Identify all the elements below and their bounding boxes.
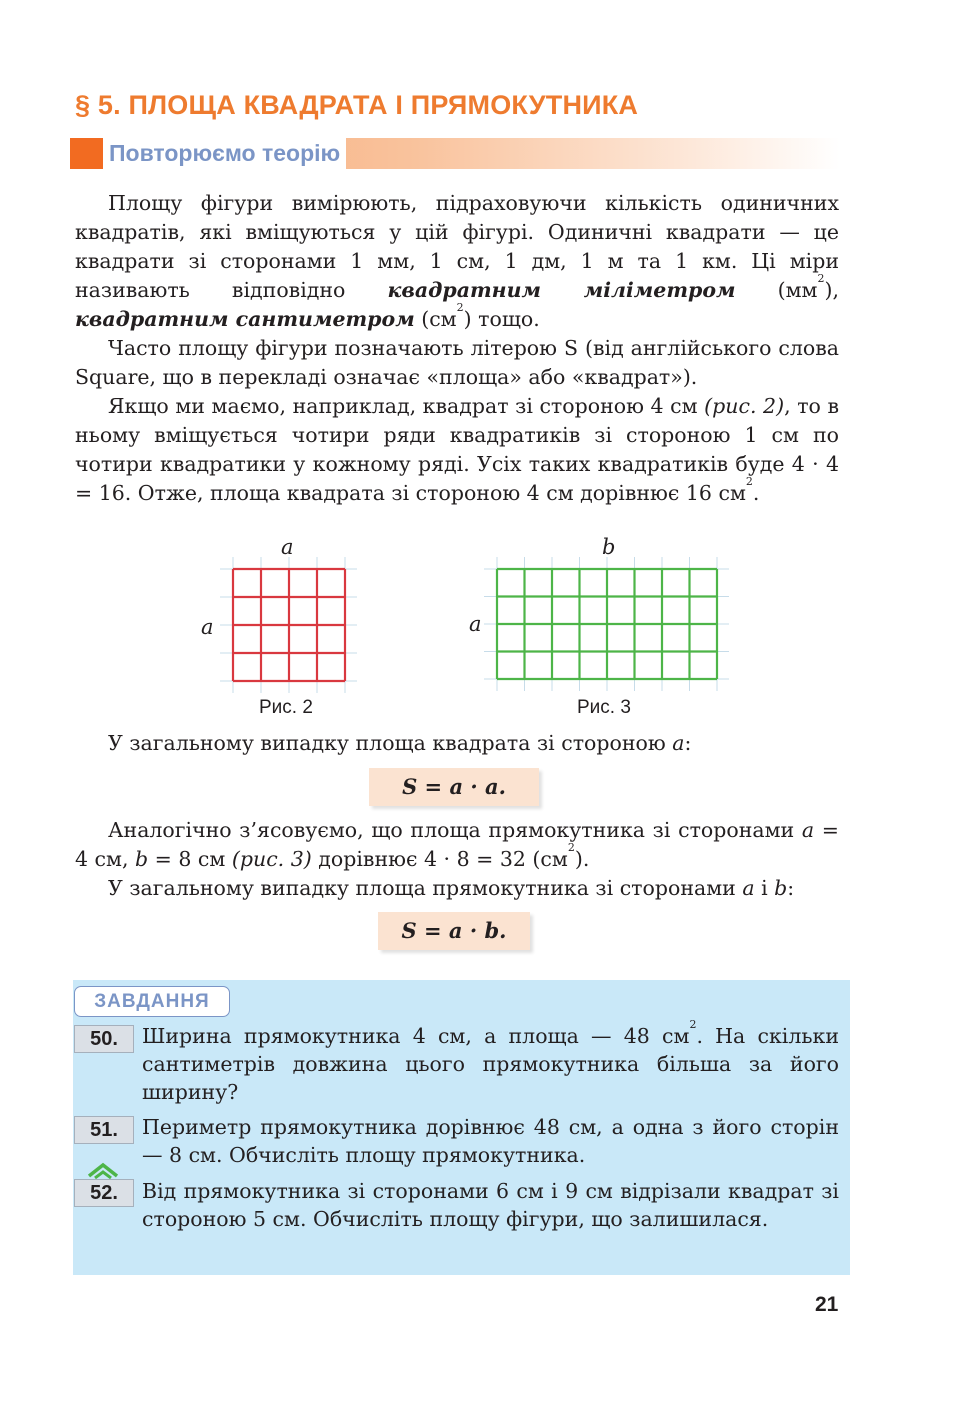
page-number: 21: [815, 1293, 839, 1316]
text: . На скільки сантиметрів довжина цього прямокутника більша за його ширину?: [142, 1024, 839, 1104]
text: дорівнює 4 · 8 = 32 (см: [311, 847, 568, 871]
fig2-top-label: a: [281, 535, 294, 559]
tasks-label: ЗАВДАННЯ: [74, 986, 230, 1017]
task-50-number: 50.: [74, 1025, 134, 1053]
theory-banner-label: Повторюємо теорію: [103, 138, 346, 169]
variable: a: [672, 731, 685, 755]
fig3-left-label: a: [469, 612, 482, 636]
fig2-caption: Рис. 2: [259, 697, 313, 718]
variable: a: [742, 876, 755, 900]
formula-rectangle-area: S = a · b.: [378, 912, 530, 950]
formula-square-area: S = a · a.: [369, 768, 539, 806]
text: .: [752, 481, 760, 505]
text: (см: [414, 307, 457, 331]
superscript: 2: [456, 301, 464, 314]
figure-2-square-grid: [220, 557, 360, 695]
superscript: 2: [817, 272, 825, 285]
variable: b: [135, 847, 149, 871]
figure-3-rectangle-grid: [484, 557, 732, 695]
text: У загальному випадку площа квадрата зі стороною: [108, 731, 673, 755]
general-paragraph-2: [75, 816, 839, 874]
home-task-icon: [86, 1161, 120, 1179]
text: Ширина прямокутника 4 см, а площа — 48 см: [142, 1024, 690, 1048]
figure-reference: (рис. 2): [704, 394, 785, 418]
text: :: [684, 731, 692, 755]
banner-marker: [70, 138, 103, 169]
task-52-number: 52.: [74, 1179, 134, 1207]
fig2-grid: [233, 569, 345, 681]
section-title: § 5. ПЛОЩА КВАДРАТА І ПРЯМОКУТНИКА: [75, 90, 639, 120]
text: , то в ньому вміщується чотири ряди квадратиків зі стороною 1 см по чотири квадратики у кожному ряді. Усіх таких квадратиків буде 4 · 4 = 16. Отже, площа квадрата зі стороною 4 см дорівнює 16 см: [75, 394, 839, 505]
superscript: 2: [745, 475, 753, 488]
text: ),: [824, 278, 840, 302]
text: = 4 см,: [75, 818, 839, 871]
fig2-left-label: a: [201, 615, 214, 639]
general-paragraph-1: [75, 729, 839, 758]
variable: a: [801, 818, 815, 842]
general-paragraph-3: [75, 874, 839, 903]
task-52-text: Від прямокутника зі сторонами 6 см і 9 см відрізали квадрат зі стороною 5 см. Обчисліть площу фігури, що залишилася.: [142, 1179, 839, 1231]
term-square-centimeter: квадратним сантиметром: [75, 307, 415, 331]
superscript: 2: [689, 1018, 697, 1031]
fig3-top-label: b: [602, 535, 616, 559]
text: Часто площу фігури позначають літерою S (від англійського слова Square, що в перекладі означає «площа» або «квадрат»).: [75, 336, 839, 389]
text: (мм: [735, 278, 818, 302]
text: ) тощо.: [463, 307, 540, 331]
text: Площу фігури вимірюють, підраховуючи кількість одиничних квадратів, які вміщуються у цій фігурі. Одиничні квадрати — це квадрати зі сторонами 1 мм, 1 см, 1 дм, 1 м та 1 км. Ці міри називають відповідно: [75, 191, 839, 302]
text: і: [754, 876, 775, 900]
theory-paragraph-3: [75, 392, 839, 508]
text: У загальному випадку площа прямокутника зі сторонами: [108, 876, 743, 900]
theory-paragraph-2: [75, 334, 839, 392]
figure-reference: (рис. 3): [231, 847, 312, 871]
text: Якщо ми маємо, наприклад, квадрат зі стороною 4 см: [108, 394, 705, 418]
task-51-number: 51.: [74, 1116, 134, 1144]
task-50-text: [142, 1018, 839, 1106]
text: :: [787, 876, 795, 900]
text: Аналогічно з’ясовуємо, що площа прямокутника зі сторонами: [108, 818, 802, 842]
term-square-millimeter: квадратним міліметром: [387, 278, 736, 302]
superscript: 2: [567, 841, 575, 854]
text: = 8 см: [148, 847, 232, 871]
task-51-text: Периметр прямокутника дорівнює 48 см, а одна з його сторін — 8 см. Обчисліть площу прямокутника.: [142, 1115, 839, 1167]
fig3-caption: Рис. 3: [577, 697, 631, 718]
variable: b: [774, 876, 788, 900]
fig3-grid: [497, 569, 717, 679]
text: ).: [574, 847, 590, 871]
theory-paragraph-1: [75, 189, 839, 334]
